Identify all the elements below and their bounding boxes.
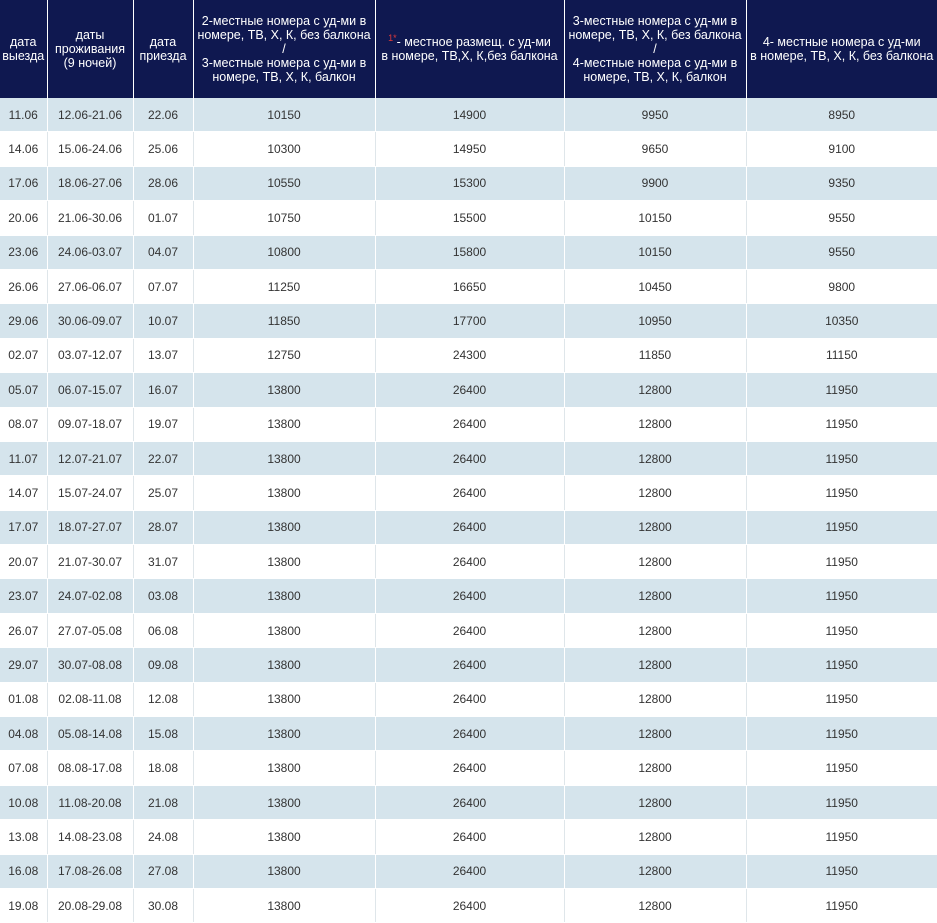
cell-price-quad: 9550 bbox=[746, 235, 937, 269]
cell-departure-date: 05.07 bbox=[0, 373, 47, 407]
header-arrival-date: дата приезда bbox=[133, 0, 193, 98]
table-row bbox=[0, 785, 937, 819]
cell-arrival-date: 04.07 bbox=[133, 235, 193, 269]
cell-departure-date: 07.08 bbox=[0, 751, 47, 785]
cell-price-single: 16650 bbox=[375, 269, 564, 303]
cell-stay-dates: 09.07-18.07 bbox=[47, 407, 133, 441]
cell-price-quad: 11950 bbox=[746, 854, 937, 888]
table-row bbox=[0, 235, 937, 269]
cell-price-double: 13800 bbox=[193, 613, 375, 647]
table-row bbox=[0, 717, 937, 751]
cell-price-double: 13800 bbox=[193, 717, 375, 751]
cell-departure-date: 19.08 bbox=[0, 888, 47, 922]
cell-price-triple: 12800 bbox=[564, 476, 746, 510]
header-stay-dates: даты проживания (9 ночей) bbox=[47, 0, 133, 98]
cell-price-triple: 12800 bbox=[564, 545, 746, 579]
cell-price-double: 13800 bbox=[193, 682, 375, 716]
cell-price-single: 26400 bbox=[375, 751, 564, 785]
cell-stay-dates: 27.07-05.08 bbox=[47, 613, 133, 647]
header-double-rooms: 2-местные номера с уд-ми в номере, ТВ, Х, К, без балкона / 3-местные номера с уд-ми в номере, ТВ, Х, К, балкон bbox=[193, 0, 375, 98]
cell-price-quad: 11950 bbox=[746, 785, 937, 819]
cell-price-single: 26400 bbox=[375, 888, 564, 922]
cell-arrival-date: 22.07 bbox=[133, 441, 193, 475]
cell-stay-dates: 12.06-21.06 bbox=[47, 98, 133, 132]
cell-price-triple: 9950 bbox=[564, 98, 746, 132]
cell-arrival-date: 30.08 bbox=[133, 888, 193, 922]
cell-departure-date: 26.06 bbox=[0, 269, 47, 303]
cell-price-double: 10800 bbox=[193, 235, 375, 269]
cell-price-double: 13800 bbox=[193, 579, 375, 613]
header-single-placement: $^{1*}$- местное размещ. с уд-ми в номере, ТВ,Х, К,без балкона bbox=[375, 0, 564, 98]
cell-stay-dates: 15.06-24.06 bbox=[47, 132, 133, 166]
cell-price-single: 26400 bbox=[375, 820, 564, 854]
cell-price-double: 11250 bbox=[193, 269, 375, 303]
header-triple-rooms: 3-местные номера с уд-ми в номере, ТВ, Х, К, без балкона / 4-местные номера с уд-ми в номере, ТВ, Х, К, балкон bbox=[564, 0, 746, 98]
cell-price-quad: 11950 bbox=[746, 888, 937, 922]
cell-price-double: 13800 bbox=[193, 545, 375, 579]
cell-price-triple: 9900 bbox=[564, 166, 746, 200]
cell-arrival-date: 12.08 bbox=[133, 682, 193, 716]
cell-price-double: 10550 bbox=[193, 166, 375, 200]
cell-price-triple: 12800 bbox=[564, 373, 746, 407]
cell-stay-dates: 14.08-23.08 bbox=[47, 820, 133, 854]
cell-departure-date: 20.07 bbox=[0, 545, 47, 579]
cell-arrival-date: 25.07 bbox=[133, 476, 193, 510]
cell-departure-date: 11.07 bbox=[0, 441, 47, 475]
cell-arrival-date: 06.08 bbox=[133, 613, 193, 647]
header-quad-rooms: 4- местные номера с уд-ми в номере, ТВ, Х, К, без балкона bbox=[746, 0, 937, 98]
cell-price-triple: 12800 bbox=[564, 820, 746, 854]
cell-departure-date: 01.08 bbox=[0, 682, 47, 716]
cell-departure-date: 17.06 bbox=[0, 166, 47, 200]
cell-price-quad: 11950 bbox=[746, 751, 937, 785]
cell-price-single: 14900 bbox=[375, 98, 564, 132]
cell-arrival-date: 19.07 bbox=[133, 407, 193, 441]
cell-price-triple: 10150 bbox=[564, 235, 746, 269]
cell-price-double: 11850 bbox=[193, 304, 375, 338]
cell-departure-date: 29.06 bbox=[0, 304, 47, 338]
table-row bbox=[0, 751, 937, 785]
table-row bbox=[0, 407, 937, 441]
cell-departure-date: 26.07 bbox=[0, 613, 47, 647]
cell-price-double: 13800 bbox=[193, 476, 375, 510]
cell-price-single: 24300 bbox=[375, 338, 564, 372]
cell-price-double: 10150 bbox=[193, 98, 375, 132]
cell-price-quad: 11950 bbox=[746, 613, 937, 647]
table-row bbox=[0, 132, 937, 166]
cell-departure-date: 23.06 bbox=[0, 235, 47, 269]
cell-price-double: 13800 bbox=[193, 441, 375, 475]
cell-price-quad: 8950 bbox=[746, 98, 937, 132]
cell-arrival-date: 09.08 bbox=[133, 648, 193, 682]
cell-arrival-date: 18.08 bbox=[133, 751, 193, 785]
cell-price-single: 26400 bbox=[375, 648, 564, 682]
cell-price-triple: 12800 bbox=[564, 751, 746, 785]
cell-price-triple: 12800 bbox=[564, 717, 746, 751]
cell-price-single: 26400 bbox=[375, 510, 564, 544]
table-row bbox=[0, 476, 937, 510]
cell-arrival-date: 13.07 bbox=[133, 338, 193, 372]
cell-price-triple: 9650 bbox=[564, 132, 746, 166]
cell-price-triple: 11850 bbox=[564, 338, 746, 372]
cell-arrival-date: 28.07 bbox=[133, 510, 193, 544]
cell-price-quad: 11950 bbox=[746, 545, 937, 579]
cell-price-single: 26400 bbox=[375, 373, 564, 407]
cell-arrival-date: 31.07 bbox=[133, 545, 193, 579]
cell-departure-date: 08.07 bbox=[0, 407, 47, 441]
cell-departure-date: 11.06 bbox=[0, 98, 47, 132]
cell-price-single: 26400 bbox=[375, 717, 564, 751]
cell-stay-dates: 18.06-27.06 bbox=[47, 166, 133, 200]
cell-stay-dates: 03.07-12.07 bbox=[47, 338, 133, 372]
table-row bbox=[0, 510, 937, 544]
table-row bbox=[0, 888, 937, 922]
cell-price-single: 26400 bbox=[375, 613, 564, 647]
table-row bbox=[0, 441, 937, 475]
cell-arrival-date: 21.08 bbox=[133, 785, 193, 819]
cell-price-quad: 11950 bbox=[746, 476, 937, 510]
cell-price-triple: 12800 bbox=[564, 648, 746, 682]
cell-price-double: 13800 bbox=[193, 820, 375, 854]
cell-stay-dates: 24.07-02.08 bbox=[47, 579, 133, 613]
cell-arrival-date: 07.07 bbox=[133, 269, 193, 303]
cell-price-single: 26400 bbox=[375, 854, 564, 888]
cell-price-single: 26400 bbox=[375, 682, 564, 716]
cell-price-double: 12750 bbox=[193, 338, 375, 372]
cell-price-triple: 12800 bbox=[564, 785, 746, 819]
cell-price-triple: 12800 bbox=[564, 407, 746, 441]
cell-price-triple: 12800 bbox=[564, 579, 746, 613]
cell-price-quad: 9800 bbox=[746, 269, 937, 303]
table-row bbox=[0, 648, 937, 682]
table-row bbox=[0, 579, 937, 613]
cell-departure-date: 23.07 bbox=[0, 579, 47, 613]
cell-price-single: 26400 bbox=[375, 785, 564, 819]
cell-price-quad: 11950 bbox=[746, 579, 937, 613]
cell-price-single: 26400 bbox=[375, 476, 564, 510]
table-row bbox=[0, 304, 937, 338]
cell-departure-date: 29.07 bbox=[0, 648, 47, 682]
cell-stay-dates: 18.07-27.07 bbox=[47, 510, 133, 544]
cell-price-triple: 12800 bbox=[564, 682, 746, 716]
cell-price-quad: 11950 bbox=[746, 407, 937, 441]
cell-arrival-date: 16.07 bbox=[133, 373, 193, 407]
cell-stay-dates: 20.08-29.08 bbox=[47, 888, 133, 922]
cell-price-triple: 12800 bbox=[564, 441, 746, 475]
cell-price-double: 10750 bbox=[193, 201, 375, 235]
cell-price-quad: 10350 bbox=[746, 304, 937, 338]
cell-stay-dates: 24.06-03.07 bbox=[47, 235, 133, 269]
cell-departure-date: 13.08 bbox=[0, 820, 47, 854]
cell-price-single: 26400 bbox=[375, 545, 564, 579]
cell-arrival-date: 24.08 bbox=[133, 820, 193, 854]
cell-price-triple: 10950 bbox=[564, 304, 746, 338]
cell-price-single: 26400 bbox=[375, 441, 564, 475]
cell-price-single: 17700 bbox=[375, 304, 564, 338]
cell-stay-dates: 02.08-11.08 bbox=[47, 682, 133, 716]
table-row bbox=[0, 373, 937, 407]
cell-price-double: 13800 bbox=[193, 785, 375, 819]
cell-arrival-date: 22.06 bbox=[133, 98, 193, 132]
cell-stay-dates: 06.07-15.07 bbox=[47, 373, 133, 407]
cell-price-triple: 12800 bbox=[564, 613, 746, 647]
cell-stay-dates: 12.07-21.07 bbox=[47, 441, 133, 475]
cell-departure-date: 17.07 bbox=[0, 510, 47, 544]
header-row bbox=[0, 0, 937, 98]
cell-price-quad: 11950 bbox=[746, 510, 937, 544]
cell-departure-date: 10.08 bbox=[0, 785, 47, 819]
cell-price-double: 13800 bbox=[193, 510, 375, 544]
cell-stay-dates: 15.07-24.07 bbox=[47, 476, 133, 510]
header-superscript: 1* bbox=[388, 32, 397, 43]
cell-price-double: 13800 bbox=[193, 888, 375, 922]
cell-arrival-date: 03.08 bbox=[133, 579, 193, 613]
cell-price-quad: 11950 bbox=[746, 441, 937, 475]
cell-stay-dates: 30.07-08.08 bbox=[47, 648, 133, 682]
cell-price-quad: 11950 bbox=[746, 648, 937, 682]
table-row bbox=[0, 98, 937, 132]
cell-price-double: 13800 bbox=[193, 648, 375, 682]
cell-stay-dates: 11.08-20.08 bbox=[47, 785, 133, 819]
cell-price-single: 26400 bbox=[375, 579, 564, 613]
cell-price-single: 14950 bbox=[375, 132, 564, 166]
table-row bbox=[0, 820, 937, 854]
cell-price-double: 10300 bbox=[193, 132, 375, 166]
cell-price-double: 13800 bbox=[193, 751, 375, 785]
table-row bbox=[0, 545, 937, 579]
table-body bbox=[0, 98, 937, 923]
table-row bbox=[0, 338, 937, 372]
cell-price-quad: 11950 bbox=[746, 820, 937, 854]
cell-price-triple: 10150 bbox=[564, 201, 746, 235]
table-row bbox=[0, 854, 937, 888]
table-row bbox=[0, 613, 937, 647]
cell-arrival-date: 28.06 bbox=[133, 166, 193, 200]
cell-price-double: 13800 bbox=[193, 407, 375, 441]
cell-price-quad: 11950 bbox=[746, 373, 937, 407]
table-header bbox=[0, 0, 937, 98]
cell-arrival-date: 10.07 bbox=[133, 304, 193, 338]
cell-arrival-date: 15.08 bbox=[133, 717, 193, 751]
cell-arrival-date: 27.08 bbox=[133, 854, 193, 888]
cell-price-quad: 9550 bbox=[746, 201, 937, 235]
cell-stay-dates: 17.08-26.08 bbox=[47, 854, 133, 888]
cell-stay-dates: 21.06-30.06 bbox=[47, 201, 133, 235]
cell-price-double: 13800 bbox=[193, 854, 375, 888]
cell-price-single: 26400 bbox=[375, 407, 564, 441]
cell-price-triple: 10450 bbox=[564, 269, 746, 303]
cell-departure-date: 16.08 bbox=[0, 854, 47, 888]
cell-price-triple: 12800 bbox=[564, 510, 746, 544]
header-departure-date: дата выезда bbox=[0, 0, 47, 98]
cell-arrival-date: 01.07 bbox=[133, 201, 193, 235]
cell-departure-date: 02.07 bbox=[0, 338, 47, 372]
cell-price-single: 15300 bbox=[375, 166, 564, 200]
cell-price-single: 15500 bbox=[375, 201, 564, 235]
table-row bbox=[0, 269, 937, 303]
cell-stay-dates: 08.08-17.08 bbox=[47, 751, 133, 785]
cell-price-quad: 11950 bbox=[746, 682, 937, 716]
cell-price-quad: 11150 bbox=[746, 338, 937, 372]
cell-price-quad: 9350 bbox=[746, 166, 937, 200]
cell-departure-date: 04.08 bbox=[0, 717, 47, 751]
cell-price-double: 13800 bbox=[193, 373, 375, 407]
cell-departure-date: 20.06 bbox=[0, 201, 47, 235]
cell-arrival-date: 25.06 bbox=[133, 132, 193, 166]
cell-stay-dates: 05.08-14.08 bbox=[47, 717, 133, 751]
cell-departure-date: 14.07 bbox=[0, 476, 47, 510]
table-row bbox=[0, 201, 937, 235]
table-row bbox=[0, 682, 937, 716]
cell-price-triple: 12800 bbox=[564, 888, 746, 922]
cell-price-quad: 9100 bbox=[746, 132, 937, 166]
cell-departure-date: 14.06 bbox=[0, 132, 47, 166]
cell-stay-dates: 27.06-06.07 bbox=[47, 269, 133, 303]
cell-price-single: 15800 bbox=[375, 235, 564, 269]
cell-price-triple: 12800 bbox=[564, 854, 746, 888]
cell-price-quad: 11950 bbox=[746, 717, 937, 751]
table-row bbox=[0, 166, 937, 200]
cell-stay-dates: 21.07-30.07 bbox=[47, 545, 133, 579]
cell-stay-dates: 30.06-09.07 bbox=[47, 304, 133, 338]
